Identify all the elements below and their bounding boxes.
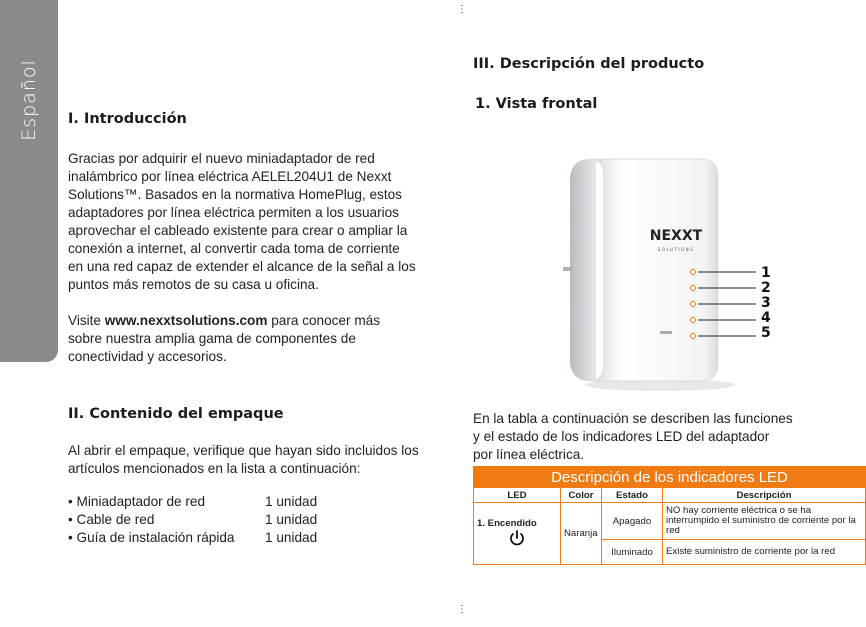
intro-heading: I. Introducción [68,111,187,127]
wps-button [660,331,672,334]
contents-heading: II. Contenido del empaque [68,406,284,422]
callout-4: 4 [761,310,771,326]
language-side-tab [0,0,58,362]
brand-logo-subtitle: SOLUTIONS [657,247,695,252]
list-item: • Miniadaptador de red 1 unidad [68,494,318,509]
column-header-led: LED [474,488,561,503]
description-cell: Existe suministro de corriente por la red [663,540,866,565]
state-cell: Apagado [602,503,663,540]
table-intro-paragraph: En la tabla a continuación se describen las funciones y el estado de los indicadores LED del adaptador por línea eléctrica. [473,411,793,462]
website-link[interactable]: www.nexxtsolutions.com [104,313,268,328]
callout-2: 2 [761,280,771,296]
column-header-state: Estado [602,488,663,503]
list-item: • Guía de instalación rápida 1 unidad [68,530,318,545]
brand-logo: NEXXT [649,228,703,244]
column-header-color: Color [561,488,602,503]
color-cell: Naranja [561,503,602,565]
fold-mark-top: ⋮ [457,4,467,15]
fold-mark-bottom: ⋮ [457,604,467,615]
callout-5: 5 [761,325,771,341]
led-name-cell: 1. Encendido [474,503,561,565]
intro-paragraph: Gracias por adquirir el nuevo miniadaptador de red inalámbrico por línea eléctrica AELEL204U1 de Nexxt Solutions™. Basados en la normativa HomePlug, estos adaptadores por línea eléctrica permiten a los usuarios aprovechar el cableado existente para crear o ampliar la conexión a internet, al convertir cada toma de corriente en una red capaz de extender el alcance de la señal a los puntos más remotos de su casa u oficina. [68,151,416,292]
led-table [473,466,866,565]
adapter-illustration [560,155,790,395]
table-row [474,503,866,540]
led-table-title: Descripción de los indicadores LED [474,467,866,488]
power-icon [508,529,526,547]
language-label: Español [18,59,40,141]
callout-numbers [761,266,771,341]
column-header-description: Descripción [663,488,866,503]
contents-paragraph: Al abrir el empaque, verifique que hayan sido incluidos los artículos mencionados en la lista a continuación: [68,443,419,476]
description-cell: NO hay corriente eléctrica o se ha interrumpido el suministro de corriente por la red [663,503,866,540]
callout-1: 1 [761,265,771,281]
callout-3: 3 [761,295,771,311]
visit-paragraph: Visite www.nexxtsolutions.com para conocer más sobre nuestra amplia gama de componentes de conectividad y accesorios. [68,313,381,364]
list-item: • Cable de red 1 unidad [68,512,318,527]
state-cell: Iluminado [602,540,663,565]
product-heading: III. Descripción del producto [473,56,705,72]
front-view-subheading: 1. Vista frontal [475,96,598,112]
